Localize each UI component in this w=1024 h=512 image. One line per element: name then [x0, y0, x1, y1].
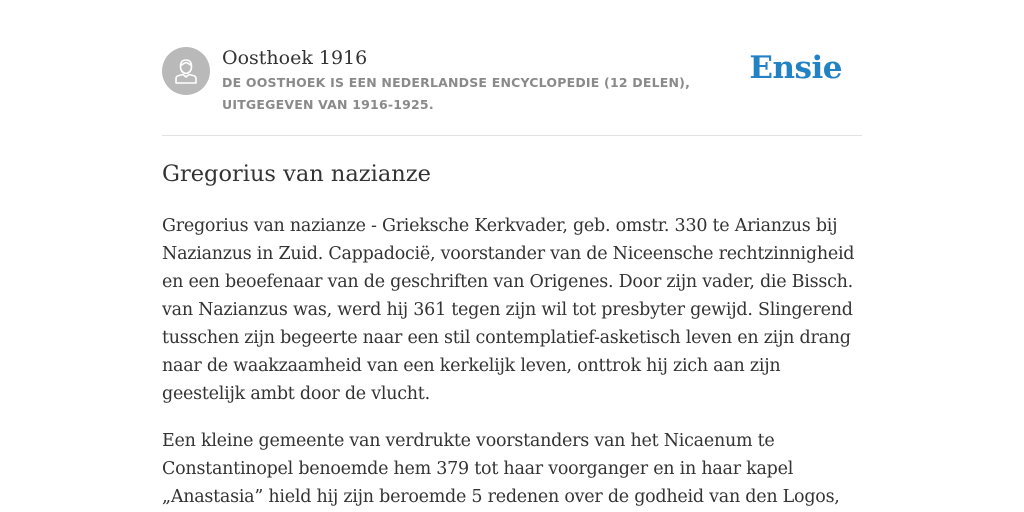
article-paragraph: Een kleine gemeente van verdrukte voorstanders van het Nicaenum te Constantinopel benoemde hem 379 tot haar voorganger en in haar kapel „Anastasia” hield hij zijn beroemde 5 redenen over de godheid van den Logos, [162, 431, 840, 507]
user-icon [162, 47, 210, 95]
avatar[interactable] [162, 47, 210, 95]
content-container [162, 0, 862, 507]
article-body [162, 212, 867, 512]
source-name[interactable]: Oosthoek 1916 [222, 47, 368, 69]
article-paragraph: Gregorius van nazianze - Grieksche Kerkvader, geb. omstr. 330 te Arianzus bij Nazianzus in Zuid. Cappadocië, voorstander van de Niceensche rechtzinnigheid en een beoefenaar van de geschriften van Origenes. Door zijn vader, die Bissch. van Nazianzus was, werd hij 361 tegen zijn wil tot presbyter gewijd. Slingerend tusschen zijn begeerte naar een stil contemplatief-asketisch leven en zijn drang naar de waakzaamheid van een kerkelijk leven, onttrok hij zich aan zijn geestelijk ambt door de vlucht. [162, 216, 855, 404]
source-info [222, 46, 762, 116]
source-header [162, 0, 862, 136]
ensie-logo[interactable]: Ensie [749, 50, 842, 86]
source-description: DE OOSTHOEK IS EEN NEDERLANDSE ENCYCLOPEDIE (12 DELEN), UITGEGEVEN VAN 1916-1925. [222, 75, 691, 112]
article-title: Gregorius van nazianze [162, 161, 431, 187]
